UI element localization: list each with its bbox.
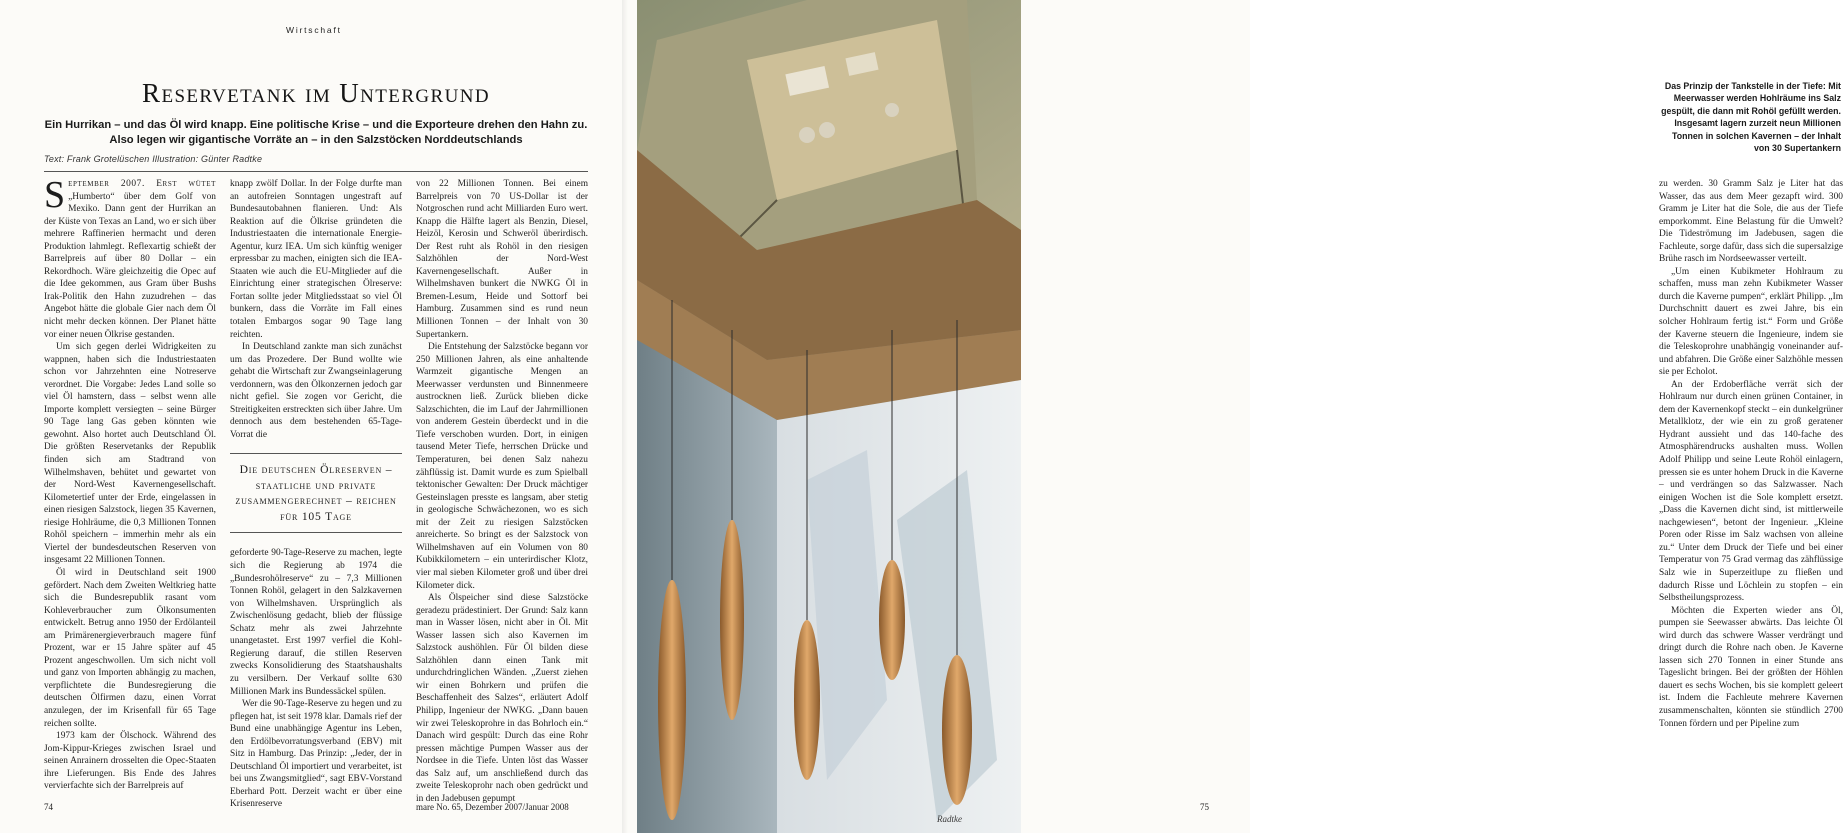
text-column-4	[1659, 178, 1843, 782]
paragraph: Wer die 90-Tage-Reserve zu hegen und zu pflegen hat, ist seit 1978 klar. Damals rief der Bund eine unabhängige Agentur ins Leben, den Erdölbevorratungsverband (EBV) mit Sitz in Hamburg. Das Prinzip: „Jeder, der in Deutschland Öl importiert und verarbeitet, ist bei uns Zwangsmitglied“, sagt EBV-Vorstand Eberhard Pott. Derzeit wacht er über eine Krisenreserve	[230, 699, 402, 810]
left-page	[0, 0, 625, 833]
storage-tank	[799, 127, 815, 143]
paragraph: „Um einen Kubikmeter Hohlraum zu schaffen, muss man zehn Kubikmeter Wasser durch die Kaverne pumpen“, erklärt Philipp. „Im Durchschnitt dauert es zwei Jahre, bis ein solcher Hohlraum fertig ist.“ Form und Größe der Kaverne steuern die Ingenieure, indem sie die Teleskoprohre unabhängig voneinander auf- und abfahren. Die Größe einer Salzhöhle messen sie per Echolot.	[1659, 266, 1843, 378]
paragraph: Die Entstehung der Salzstöcke begann vor 250 Millionen Jahren, als eine anhaltende Warmzeit gigantische Mengen an Meerwasser verdunsten und Binnenmeere austrocknen ließ. Zurück blieben dicke Salzschichten, die im Lauf der Jahrmillionen von anderem Gestein überdeckt und in die Tiefe verschoben wurden. Dort, in einigen tausend Meter Tiefe, herrschen Drücke und Temperaturen, bei denen Salz nahezu zähflüssig ist. Damit wurde es zum Spielball tektonischer Gewalten: Der Druck mächtiger Gesteinslagen presste es langsam, aber stetig in geologische Schwächezonen, wo es sich mit der Zeit zu riesigen Salzstöcken anreicherte. So bringt es der Salzstock von Wilhelmshaven auf ein Volumen von 80 Kubikkilometern – ein unterirdischer Klotz, vier mal sieben Kilometer groß und über drei Kilometer dick.	[416, 342, 588, 591]
paragraph: An der Erdoberfläche verrät sich der Hohlraum nur durch einen grünen Container, in dem der Kavernenkopf steckt – ein dunkelgrüner Metallklotz, der wie ein zu groß geratener Hydrant aussieht und das 140-fache des Atmosphärendrucks aushalten muss. Wollen Adolf Philipp und seine Leute Rohöl einlagern, pressen sie es unter hohem Druck in die Kaverne – und verdrängen so das Salzwasser. Nach einigen Wochen ist die Sole komplett ersetzt. „Dass die Kavernen dicht sind, ist mittlerweile nachgewiesen“, betont der Ingenieur. „Kleine Poren oder Risse im Salz wachsen von alleine zu.“ Unter dem Druck der Tiefe und bei einer Temperatur von 75 Grad vermag das zähflüssige Salz wie in Superzeitlupe zu fließen und dadurch Risse und Löchlein zu stopfen – ein Selbstheilungsprozess.	[1659, 379, 1843, 604]
right-page	[625, 0, 1843, 833]
paragraph: Als Ölspeicher sind diese Salzstöcke geradezu prädestiniert. Der Grund: Salz kann man in Wasser lösen, nicht aber in Öl. Mit Wasser lassen sich also Kavernen im Salzstock aushöhlen. Für Öl bilden diese Salzhöhlen dann einen Tank mit undurchdringlichen Wänden. „Zuerst ziehen wir einen Bohrkern und prüfen die Beschaffenheit des Salzes“, erläutert Adolf Philipp, Ingenieur der NWKG. „Dann bauen wir zwei Teleskoprohre in das Bohrloch ein.“ Danach wird gespült: Durch das eine Rohr pressen mächtige Pumpen Wasser aus der Nordsee in die Tiefe. Unten löst das Wasser das Salz auf, um anschließend durch das zweite Teleskoprohr nach oben gedrückt und in den Jadebusen gepumpt	[416, 593, 588, 804]
paragraph	[44, 174, 216, 341]
oil-cavern	[794, 620, 820, 780]
cavern-illustration	[637, 0, 1021, 833]
pull-quote: Die deutschen Ölreserven – staatliche und private zusammengerechnet – reichen für 105 Tage	[230, 453, 402, 533]
oil-cavern	[658, 580, 686, 820]
spine-gutter	[622, 0, 628, 833]
paragraph: Um sich gegen derlei Widrigkeiten zu wappnen, haben sich die Industriestaaten schon vor Jahrzehnten eine Notreserve verordnet. Die Vorgabe: Jedes Land solle so viel Öl hamstern, dass – selbst wenn alle Importe komplett versiegten – seine Bürger 90 Tage lang Gas geben könnten wie gewohnt. Also hortet auch Deutschland Öl. Die größten Reservetanks der Republik finden sich am Stadtrand von Wilhelmshaven, behütet und gewartet von der Nord-West Kavernengesellschaft. Kilometertief unter der Erde, eingelassen in einen riesigen Salzstock, liegen 35 Kavernen, riesige Hohlräume, die 0,3 Millionen Tonnen Rohöl speichern – immerhin mehr als ein Viertel der bundesdeutschen Reserven von insgesamt 22 Millionen Tonnen.	[44, 342, 216, 566]
page-number-left: 74	[44, 802, 53, 812]
paragraph: zu werden. 30 Gramm Salz je Liter hat das Wasser, das aus dem Meer gezapft wird. 300 Gramm je Liter hat die Sole, die aus der Tiefe emporkommt. Eine Belastung für die Umwelt? Die Tideströmung im Jadebusen, sagen die Fachleute, sorge dafür, dass sich die supersalzige Brühe rasch im Nordseewasser verteilt.	[1659, 179, 1843, 265]
oil-cavern	[942, 655, 972, 805]
illustration-drawing	[637, 0, 1021, 833]
storage-tank	[819, 122, 835, 138]
storage-tank	[885, 103, 899, 117]
author-credits: Text: Frank Grotelüschen Illustration: Günter Radtke	[44, 154, 263, 164]
text-column-3	[416, 178, 588, 804]
deck-subtitle: Ein Hurrikan – und das Öl wird knapp. Eine politische Krise – und die Exporteure drehen den Hahn zu. Also legen wir gigantische Vorräte an – in den Salzstöcken Norddeutschlands	[44, 119, 588, 146]
text-column-1	[44, 174, 216, 792]
text-column-2	[230, 178, 402, 810]
paragraph: von 22 Millionen Tonnen. Bei einem Barrelpreis von 70 US-Dollar ist der Notgroschen rund acht Milliarden Euro wert. Knapp die Hälfte lagert als Benzin, Diesel, Heizöl, Kerosin und Schweröl überirdisch. Der Rest ruht als Rohöl in den riesigen Salzhöhlen der Nord-West Kavernengesellschaft. Außer in Wilhelmshaven bunkert die NWKG Öl in Bremen-Lesum, Heide und Sottorf bei Hamburg. Zusammen sind es rund neun Millionen Tonnen – der Inhalt von 30 Supertankern.	[416, 179, 588, 340]
paragraph: Öl wird in Deutschland seit 1900 gefördert. Nach dem Zweiten Weltkrieg hatte sich die Bundesrepublik rasant vom Kohleverbraucher zum Ölkonsumenten entwickelt. Betrug anno 1950 der Erdölanteil am Primärenergieverbrauch magere fünf Prozent, war er 15 Jahre später auf 45 Prozent angeschwollen. Um sich nicht voll und ganz von Importen abhängig zu machen, verpflichtete die Bundesregierung die deutschen Ölfirmen dazu, einen Vorrat anzulegen, der im Krisenfall für 65 Tage reichen sollte.	[44, 567, 216, 729]
paragraph-text: „Humberto“ über dem Golf von Mexiko. Dann gent der Hurrikan an der Küste von Texas an Land, wo er sich über mehrere Raffinerien hermacht und deren Produktion lahmlegt. Reflexartig schießt der Barrelpreis auf über 80 Dollar – ein Rekordhoch. Wäre gleichzeitig die Opec auf die Idee gekommen, aus Gram über Bushs Irak-Politik den Hahn zuzudrehen – das Angebot hätte die globale Gier nach dem Öl nicht mehr decken können. Der Planet hätte vor einer neuen Ölkrise gestanden.	[44, 191, 216, 340]
paragraph: Möchten die Experten wieder ans Öl, pumpen sie Seewasser abwärts. Das leichte Öl wird durch das schwere Wasser verdrängt und dringt durch die Rohre nach oben. Je Kaverne lassen sich 270 Tonnen in einer Stunde ans Tageslicht bringen. Bei der größten der Höhlen dauert es sechs Wochen, bis sie komplett geleert ist. Indem die Fachleute mehrere Kavernen zusammenschalten, könnten sie stündlich 2700 Tonnen fördern und per Pipeline zum	[1659, 605, 1843, 729]
paragraph: 1973 kam der Ölschock. Während des Jom-Kippur-Krieges zwischen Israel und seinen Anrainern drosselten die Opec-Staaten ihre Lieferungen. Bis Ende des Jahres vervierfachte sich der Barrelpreis auf	[44, 731, 216, 792]
divider-rule	[44, 171, 588, 172]
oil-cavern	[879, 560, 905, 680]
page-number-right: 75	[1200, 802, 1209, 812]
paragraph: geforderte 90-Tage-Reserve zu machen, legte sich die Regierung ab 1974 die „Bundesrohölreserve“ zu – 7,3 Millionen Tonnen Rohöl, gelagert in den Salzkavernen von Wilhelmshaven. Ursprünglich als Zwischenlösung gedacht, blieb der flüssige Schatz mehr als zwei Jahrzehnte unangetastet. Erst 1997 verfiel die Kohl-Regierung darauf, die stillen Reserven zwecks Konsolidierung des Staatshaushalts zu versilbern. Der Verkauf sollte 630 Millionen Mark ins Bundessäckel spülen.	[230, 548, 402, 697]
lead-in: eptember 2007. Erst wütet	[68, 179, 216, 189]
paragraph: In Deutschland zankte man sich zunächst um das Prozedere. Der Bund wollte wie gehabt die Wirtschaft zur Zwangseinlagerung verdonnern, was den Ölkonzernen jedoch gar nicht gefiel. Sie zogen vor Gericht, die Streitigkeiten erstreckten sich über Jahre. Um dennoch aus dem bestehenden 65-Tage-Vorrat die	[230, 342, 402, 440]
paragraph: knapp zwölf Dollar. In der Folge durfte man an autofreien Sonntagen ungestraft auf Bundesautobahnen flanieren. Und: Als Reaktion auf die Ölkrise gründeten die Industriestaaten die internationale Energie-Agentur, kurz IEA. Um sich künftig weniger erpressbar zu machen, einigten sich die IEA-Staaten wie auch die EU-Mitglieder auf die Einrichtung einer strategischen Ölreserve: Fortan sollte jeder Mitgliedsstaat so viel Öl bunkern, dass die Vorräte im Fall eines totalen Embargos sogar 90 Tage lang reichten.	[230, 179, 402, 340]
oil-cavern	[720, 520, 744, 720]
section-label: Wirtschaft	[286, 25, 342, 35]
drop-cap: S	[44, 174, 66, 216]
artist-signature: Radtke	[937, 814, 962, 824]
salt-dome-left	[637, 340, 777, 833]
headline: Reservetank im Untergrund	[142, 78, 490, 108]
magazine-footer: mare No. 65, Dezember 2007/Januar 2008	[416, 802, 569, 812]
illustration-caption: Das Prinzip der Tankstelle in der Tiefe: Mit Meerwasser werden Hohlräume ins Salz gespült, die dann mit Rohöl gefüllt werden. Insgesamt lagern zurzeit neun Millionen Tonnen in solchen Kavernen – der Inhalt von 30 Supertankern	[1661, 81, 1841, 154]
